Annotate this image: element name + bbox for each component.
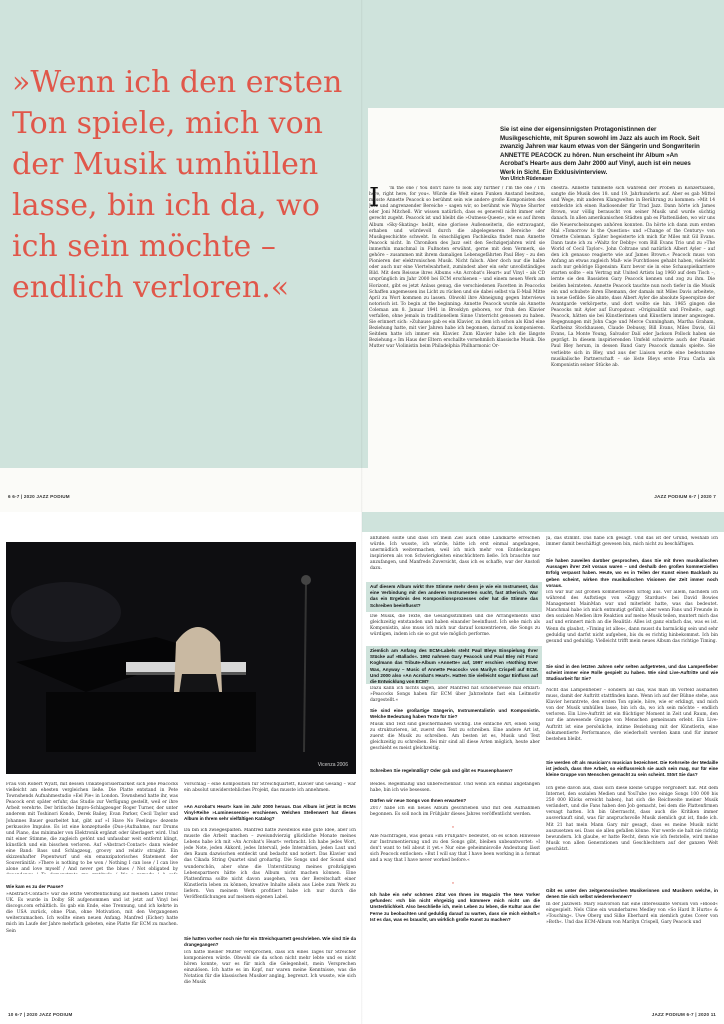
left-col2-question-1: »An Acrobat's Heart« kam im Jahr 2000 heraus. Das Album ist jetzt in ECMs Vinyl-Reihe »Luminessence« erschienen. Welchen Stellenwert hat dieses Album in Ihrem sehr vielfältigen Katalog?: [184, 804, 356, 822]
article-intro: Sie ist eine der eigensinnigsten Protagonistinnen der Musikgeschichte, mit Spuren sowohl im Jazz als auch im Rock. Seit zwanzig Jahren war kaum etwas von der Sängerin und Songwriterin ANNETTE PEACOCK zu hören. Nun erscheint ihr Album »An Acrobat's Heart« aus dem Jahr 2000 auf Vinyl, auch ist ein neues Werk in Sicht. Ein Exklusivinterview.: [500, 126, 700, 176]
left-col2-answer-1: Da bin ich zwiegespalten. Manfred hatte zweifellos eine gute Idee, aber ich musste die Arbeit machen – zweiundvierzig glückliche Monate meines Lebens habe ich mit »An Acrobat's Heart« verbracht. Ich habe jedes Wort, jede Note, jeden Akkord, jedes Intervall, jede Interaktion, jeden Laut und den Raum dazwischen entdeckt und bedacht und notiert. Das Klavier und das Cikada String Quartet sind großartig. Die Songs und der Sound sind wunderschön, aber ohne die Unterstützung meines großzügigen Lebenspartners hätte ich das Album nicht machen können. Eine Plattenfirma sollte nicht davon ausgehen, von der Bereitschaft einer Künstlerin leben zu können, kreative Inhalte allein aus Liebe zum Werk zu liefern. Von meinem Werk profitiert habe ich nur durch die Veröffentlichungen auf meinem eigenen Label.: [184, 828, 356, 901]
article-column-2: chestra. Annette tummelte sich während der Proben in Konzertsälen, sangte die Musik des 18. und 19. Jahrhunderts auf. Aber es gab Mittel und Wege, mit anderen Klangwelten in Berührung zu kommen: »Mit 14 entdeckte ich einen Radiosender für Trad Jazz. Dann hörte ich James Brown, war völlig berauscht von seiner Musik und wurde süchtig danach. In allen amerikanischen Städten gab es Plattenläden, wo wir uns die Neuerscheinungen anhören konnten. Da hörte ich dann zum ersten Mal »Tomorrow Is the Question« und »Change of the Century« von Ornette Coleman. Später begeisterte ich mich für Miles mit Gil Evans. Dann taute ich zu »Waltz for Debby« vom Bill Evans Trio und zu »The World of Cecil Taylor«. John Coltrane und natürlich Albert Ayler – auf den ich genauso reagierte wie auf James Brown.« Peacock muss von Anfang an etwas zugleich Maß- wie Furchtloses gehabt haben, vielleicht auch nur gehörige Eigensinn: Kurz bevor sie in eine Schauspielkarriere starten sollte – ein Vertrag mit United Artists lag 1960 auf dem Tisch –, lernte sie den Bassisten Gary Peacock kennen und zog zu ihm. Die beiden heirateten. Annette Peacock tauchte nun noch tiefer in die Musik ein und schubste ihren Ehemann, der damals mit Miles Davis arbeitete, in neue Gefilde: Sie ahnte, dass Albert Ayler die absolute Speerspitze der Avantgarde verkörperte, und dort wollte sie hin. 1965 gingen die Peacocks mit Ayler auf Europatour. »Originalität und Freiheit«, sagt Peacock, hätten sie bei Künstlerinnen und Künstlern immer angezogen. Begegnungen mit John Cage und Merce Cunningham, Martha Graham, Karlheinz Stockhausen, Claude Debussy, Bill Evans, Miles Davis, Gil Evans, La Monte Young, Salvador Dalí oder Jackson Pollock haben sie geprägt. In diesem inspirierenden Umfeld schwirrte auch der Pianist Paul Bley herum, in dessen Band Gary Peacock damals spielte. Sie verliebte sich in Bley, und aus der Liaison wurde eine bedeutsame musikalische Partnerschaft – sie löste Bleys erste Frau Carla als Komponistin seiner Stücke ab.: [551, 186, 715, 368]
footer-right-bottom: JAZZ PODIUM 6-7 | 2020 11: [651, 1012, 716, 1017]
pianist-illustration: [6, 542, 356, 774]
right-col2-answer-1: Ich war nur auf großen kommerziellen Erfolg aus. Vor allem, nachdem ich während des Auftstiegs von »Ziggy Stardust« bei David Bowies Management MainMan war und miterlebt hatte, was das bedeutet. Manchmal habe ich mich entmutigt gefühlt, aber wenn Fans und Freunde in den sozialen Medien ihre Reaktion auf meine Musik teilen, muntert mich das auf und erinnert mich an die Realität: Alles ist ganz einfach das, was es ist. Wenn du glaubst, »Timing ist alles«, dann musst du barmäckig sein und sehr geduldig und darfst nicht aufgeben, bis du es richtig hinbekommst. Ich bin gesund und geduldig. Vielleicht trifft mein neues Album das richtige Timing.: [546, 590, 718, 644]
section-divider-star: *: [452, 826, 454, 832]
page-fold-bottom: [361, 512, 363, 1024]
mint-strip-right: [362, 512, 724, 532]
left-col1-answer: »Abstract-Contact« war die letzte Veröffentlichung auf meinem Label Ironic UK. Es wurde in Dolby SR aufgenommen und ist jetzt auf Vinyl bei discogs.com erhältlich. Es gab ein Ende, eine Trennung, und ich kehrte in die USA zurück, ohne Plan, ohne Motivation, mit den Vergangenen weiterzumachen. Ich wollte einen neuen Anfang. Manfred (Eicher) hatte mich im Laufe der Jahre mehrfach gebeten, eine Platte für ECM zu machen. Sein: [6, 892, 178, 934]
right-col1-question-1: Auf diesem Album wirkt Ihre Stimme mehr denn je wie ein Instrument, das eine Verbindung mit den anderen Instrumenten sucht, fast ätherisch. War das ein Ergebnis des Kompositionsprozesses oder hat die Stimme das Schreiben beeinflusst?: [370, 584, 538, 608]
right-col1-question-5: Dürfen wir neue Songs von Ihnen erwarten?: [370, 798, 467, 803]
photo-caption: Vicenza 2006: [317, 762, 348, 768]
right-col2-question-1: Sie haben zuweilen darüber gesprochen, dass Sie mit Ihren musikalischen Aussagen ihrer Zeit voraus waren – und deshalb den großen kommerziellen Erfolg verpasst haben. Heute, wo es in Teilen der Kunst einen Backlash zu geben scheint, wirken Ihre musikalischen Visionen der Zeit immer noch voraus.: [546, 558, 718, 588]
left-col2-question-2: Sie hatten vorher noch nie für ein Streichquartett geschrieben. Wie sind Sie da drangegangen?: [184, 936, 356, 948]
article-column-1: 'm the one / You don't have to look any further / I'm the one / I'm here, right here, for you«. Würde die Welt einen Funken Anstand besitzen, müsste Annette Peacock so berühmt sein wie andere große Komponisten des Jazz und angrenzender Bereiche – sagen wir, so berühmt wie Wayne Shorter oder Joni Mitchell. Wir wissen natürlich, dass es generell nicht immer sehr gerecht zugeht. Peacock ist und bleibt die »Outness-Queen«, wie es auf ihrem Album »Sky-Skating« heißt, eine gloriose Außenseiterin, die extravagant, erhaben und würdevoll durch die abgelegeneren Bereiche der Musikgeschichte schwebt. In einschlägigen Fachlexika findet man Annette Peacock nicht. In Chroniken des Jazz seit den Sechzigerjahren wird sie immerhin manchmal in Fußnoten erwähnt, gerne mit dem Vermerk, sie gehöre – zusammen mit ihrem damaligen Lebensgefährten Paul Bley – zu den Pionieren der elektronischen Musik. Nicht falsch. Aber doch nur die halbe oder auch nur eine Viertelwahrheit, zumindest aber ein sehr unvollständiges Bild. Mit dem Reissue ihres Albums »An Acrobat's Heart« auf Vinyl – als CD ursprünglich im Jahr 2000 bei ECM erschienen – und einem neuen Werk am Horizont, gibt es jetzt Anlass genug, die verschiedenen Facetten in Peacocks Schaffen angemessen ins Licht zu rücken und sie dabei selbst via E-Mail Mitte April zu Wort kommen zu lassen. Obwohl ihre Abneigung gegen Interviews notorisch ist. To begin at the beginning: Annette Peacock wurde als Annette Coleman am 8. Januar 1941 in Brooklyn geboren, vor fruh den Klavier verfallen, ohne jemals in traditionellem Sinne Unterricht genossen zu haben. Sie erinnert sich: »Zuhause gab es ein Klavier, zu dem ich schon als Kind eine Beziehung hatte, mit vier Jahren habe ich begonnen, darauf zu komponieren. Seitdem hatte ich immer ein Klavier. Zum Klavier habe ich die längste Beziehung.« Im Haus der Eltern erschallte vornehmlich klassische Musik. Die Mutter war Violinistin beim Philadelphia Philharmonic Or-: [369, 186, 545, 350]
left-col1-body: Frau von Robert Wyatt, mit dessen Unkategorisierbarkeit sich jene Peacocks vielleicht am ehesten vergleichen ließe. Die Platte entstand in Pete Townshends Aufnahmestudio »Eel Pie« in London. Townshend hatte ihr, was Peacock erst später erfuhr, das Studio zur Verfügung gestellt, weil er ihre Arbeit verehrte. Der britische Impro-Schlagzeuger Roger Turner, der unter anderem mit Toshinori Kondo, Derek Bailey, Evan Parker, Cecil Taylor und Johannes Bauer gearbeitet hat, gibt auf »I Have No Feelings« dezente perkussive Impulse. Es ist eine konzeptuelle (Duo-)Aufnahme, nur Drums und Piano, das minimaler von Elektronik ergänzt oder überlagert wird. Und mit einer Stimme, die zugleich getönt und unfassbar weit entfernt klingt, künstlich und ein bisschen verloren. Auf »Abstract-Contact« dann wieder eine Band: Bass und Schlagzeug, groovy and relativ straight. Ein skizzenhafter Popentwurf und ein emanzipatorisches Statement der Souveränität: »There is nothing to be won / Nothing I can lose / I can live alone and love myself / And never get the blues / Not obligated by: [6, 782, 178, 873]
bottom-spread: [0, 512, 724, 1024]
left-col2-answer-2: Ich hatte meiner Mutter versprochen, dass ich eines Tages für Streicher komponieren würde. Obwohl sie da schon nicht mehr lebte und es nicht hören konnte, war es für mich die Gelegenheit, mein Versprechen einzulösen. Ich hatte es im Kopf, nur waren meine Kenntnisse, was die Notation für die klassischen Musiker anging, begrenzt. Ich wusste, wie sich die Musik: [184, 950, 356, 986]
right-col1-answer-4: Beides. Regelmäßig und unberechenbar. Und wenn ich einmal angefangen habe, bin ich wie besessen.: [370, 782, 540, 794]
footer-right: JAZZ PODIUM 6-7 | 2020 7: [654, 494, 716, 499]
right-col2-question-2: Sie sind in den letzten Jahren sehr selten aufgetreten, und das Lampenfieber scheint immer eine Rolle gespielt zu haben. Wie sind Live-Auftritte und wie Studioarbeit für Sie?: [546, 664, 718, 682]
right-col2-body: Ja, das stimmt. Das habe ich gesagt. Und das ist der Grund, weshalb ich immer damit beschäftigt gewesen bin, mich nicht zu beschäftigen.: [546, 536, 718, 548]
mint-background-right: [368, 0, 724, 108]
right-col1-question-2: Ziemlich am Anfang des ECM-Labels steht Paul Bleys Einspielung Ihrer Stücke auf »Ballads«. 1992 nahmen Gary Peacock und Paul Bley mit Franz Koglmann das Tribute-Album »Annette« auf, 1997 erschien »Nothing Ever Was, Anyway – Music of Annette Peacock« von Marilyn Crispell auf ECM. Und 2000 also »An Acrobat's Heart«. Hatten Sie vielleicht sogar Einfluss auf die Entwicklung von ECM?: [370, 648, 538, 685]
right-col1-answer-5b: Alle Nachfragen, was genau »im Frühjahr« bedeutet, ob es schon Hinweise zur Instrumentierung und zu den Songs gibt, bleiben unbeantwortet: »I don't want to tell about it yet.« Nur eine geheimnisvolle Andeutung lässt sich Peacock entlocken: »But I will say that I have been working in a format and a way that I have never worked before.«: [370, 834, 540, 864]
right-col1-answer-3: Musik und Text sind gleichermaßen wichtig. Die einfache Art, einen Song zu strukturieren, ist, zuerst den Text zu schreiben. Eine andere Art ist, zuerst die Musik zu schreiben. Am besten ist es, Musik und Text gleichzeitig zu schreiben. Bei mir sind all diese Arten möglich, heute aber geschieht es meist gleichzeitig.: [370, 722, 540, 752]
drop-cap: I: [369, 183, 380, 213]
right-col1-body: anfühlen sollte und dass ich mein Ziel auch ohne Landkarte erreichen würde. Ich wusste, ich würde, hätte ich erst einmal angefangen, unermüdlich weitermachen, weil ich mich mehr von Entdeckungen inspirieren als von Schwierigkeiten einschüchtern ließe. Ich brauchte nur anzufangen, und Manfreds Zuversicht, dass ich es schaffe, war der Anstoß dazu.: [370, 536, 540, 572]
photo-credit: [0, 941, 4, 984]
right-col2-answer-4: In der Jazzwelt: Mary Halvorson hat eine interessante Version von »Blood« eingespielt. Nels Cline ein wunderbares Medley von »So Hard It Hurts« & »Touching«. Uwe Oberg und Silke Eberhard ein ziemlich gutes Cover von »Both«. Und das ECM-Album von Marilyn Crispell, Gary Peacock und: [546, 902, 718, 926]
byline: Von Ulrich Rüdenauer: [500, 176, 553, 182]
right-col1-answer-5: 2017 habe ich ein neues Album geschrieben und mit den Aufnahmen begonnen. Es soll noch im Frühjahr dieses Jahres veröffentlicht werden.: [370, 806, 540, 818]
right-col1-answer-1: Die Musik, die Texte, die Gesangsstimmen und die Arrangements sind gleichzeitig entstanden und haben einander beeinflusst. Ich sehe mich als Komponistin, also muss ich mich nur darauf konzentrieren, die Songs zu würdigen, indem ich sie so gut wie möglich performe.: [370, 614, 540, 638]
footer-left: 6 6-7 | 2020 JAZZ PODIUM: [8, 494, 70, 499]
left-col1-question: Wie kam es zu der Pause?: [6, 884, 64, 889]
page-fold: [361, 0, 363, 512]
right-col1-question-6: Ich habe ein sehr schönes Zitat von Ihnen im Magazin The New Yorker gefunden: »Ich bin nicht ehrgeizig und kümmere mich nicht um die Unsterblichkeit. Also beschließe ich, mein Leben zu leben, die Kultur aus der Ferne zu beobachten und geduldig darauf zu warten, dass sie mich einholt.« Ist es das, was es braucht, um wirklich große Kunst zu machen?: [370, 892, 540, 922]
right-col1-answer-2: Dazu kann ich nichts sagen, aber Manfred hat schönerweise mal erklärt: »Peacocks Songs haben für ECM über Jahrzehnte fast ein Leitmotiv dargestellt.«: [370, 686, 540, 704]
right-col1-question-4: Schreiben Sie regelmäßig? Oder gab und gibt es Pausenphasen?: [370, 768, 513, 773]
left-col2-body: Vorschlag – eine Komposition für Streichquartett, Klavier und Gesang – war ein absolut unwiderstehliches Projekt, das musste ich annehmen.: [184, 782, 356, 794]
footer-left-bottom: 10 6-7 | 2020 JAZZ PODIUM: [8, 1012, 73, 1017]
right-col2-question-4: Gibt es unter den zeitgenössischen Musikerinnen und Musikern welche, in denen Sie sich selbst wiedererkennen?: [546, 888, 718, 900]
right-col2-answer-3: Ich gehe davon aus, dass sich diese kleine Gruppe vergrößert hat. Mit dem Internet, den sozialen Medien und YouTube (wo einige Songs 100 000 bis 250 000 Klicks erreicht haben), hat sich die Reichweite meiner Musik verändert, und die Fans haben den Job gemacht, bei dem die Plattenfirmen versagt hatten. Ich bin überrascht, dass auch die Kritiken immer ausverkauft sind, was für anspruchsvolle Musik ziemlich gut ist, finde ich. Mit 21 hat mein Mann Gary mir gesagt, dass es meine Musik nicht auszusetzen sei. Dass sie allen gefallen könne. Nur werde sie halt nie richtig bewundern. Ich glaube, er hatte Recht, denn wie ich feststelle, wird meine Musik von allen Generationen und Geschlechtern auf der ganzen Welt geschätzt.: [546, 786, 718, 852]
pull-quote: »Wenn ich den ersten Ton spiele, mich von der Musik umhüllen lasse, bin ich da, wo ich sein möchte – endlich verloren.«: [12, 65, 343, 305]
right-col1-question-3: Sie sind eine großartige Sängerin, Instrumentalistin und Komponistin. Welche Bedeutung haben Texte für Sie?: [370, 708, 540, 720]
concert-photo: [6, 542, 356, 774]
right-col2-question-3: Sie werden oft als musician's musician bezeichnet. Die Kehrseite der Medaille ist jedoch, dass Ihre Arbeit, so einflussreich sie auch sein mag, nur für eine kleine Gruppe von Menschen gemacht zu sein scheint. Stört Sie das?: [546, 760, 718, 778]
right-col2-answer-2: Nicht das Lampenfieber – sondern all das, was man im Vorfeld aushalten muss, damit der Auftritt stattfinden kann. Wenn ich auf der Bühne stehe, aus Klavier herantrete, den ersten Ton spiele, höre, wie er erklingt, und mich von der Musik umhüllen lasse, bin ich da, wo ich sein möchte – endlich verloren. Ein Live-Auftritt ist ein flüchtiger Moment in Zeit und Raum, den nur die anwesende Gruppe von Menschen gemeinsam erlebt. Ein Live-Auftritt ist eine persönliche, intime Beziehung mit der Künstlerin, eine dokumentierte Performance, die wiederholt werden kann und für immer bestehen bleibt.: [546, 688, 718, 742]
section-divider-star-2: *: [452, 882, 454, 888]
